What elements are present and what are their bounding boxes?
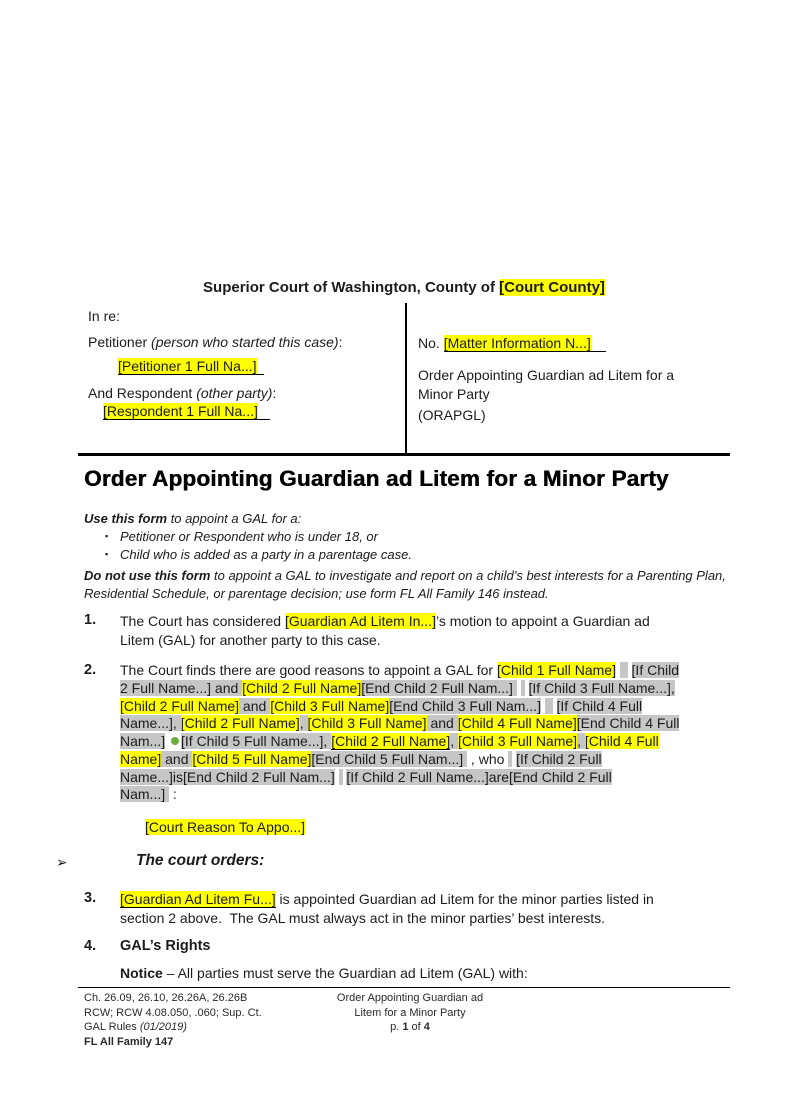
text-line: [285, 991, 535, 1006]
text-line: [120, 890, 740, 909]
text-run: Order Appointing Guardian ad Litem for a: [418, 367, 675, 383]
item-3-number: 3.: [84, 890, 97, 906]
conditional-text: and: [161, 750, 193, 767]
conditional-text: [End Child 3 Full Nam...]: [389, 697, 541, 714]
text-run: In re:: [88, 308, 120, 324]
form-code: [418, 407, 486, 423]
use-this-form-line: [84, 511, 301, 526]
text-run: to appoint a GAL to investigate and report on a child’s best interests for a Parenting Plan,: [210, 568, 726, 583]
petitioner-label: [88, 334, 342, 350]
text-run: Order Appointing Guardian ad: [336, 992, 484, 1004]
conditional-text: [If Child 4 Full: [556, 697, 643, 714]
text-run: Do not use this form: [84, 568, 211, 583]
text-run: Use this form: [84, 511, 168, 526]
merge-field[interactable]: [Child 4 Full: [584, 733, 659, 749]
text-line: [120, 698, 740, 716]
merge-field[interactable]: [Child 2 Full Name]: [120, 697, 240, 714]
merge-field[interactable]: [Child 3 Full Name]: [307, 715, 427, 732]
text-run: [553, 698, 557, 714]
merge-field[interactable]: [Child 2 Full Name]: [242, 679, 362, 696]
conditional-text: [End Child 4 Full: [576, 715, 680, 732]
text-line: [78, 279, 730, 296]
merge-field[interactable]: [Guardian Ad Litem Fu...]: [120, 891, 276, 907]
conditional-text: and: [239, 697, 271, 714]
text-run: :: [338, 334, 343, 350]
text-run: 4: [423, 1021, 430, 1033]
bullet-square-icon: ▪: [105, 549, 109, 559]
text-line: [120, 662, 740, 680]
case-number-field[interactable]: [418, 335, 606, 351]
merge-field[interactable]: Name]: [120, 750, 162, 767]
text-line: [145, 819, 305, 835]
footer-divider: [78, 987, 730, 988]
merge-field[interactable]: [Child 5 Full Name]: [192, 750, 312, 767]
in-re-label: [88, 308, 120, 324]
text-line: [418, 385, 674, 404]
conditional-marker: [620, 662, 628, 678]
text-run: (other party): [196, 385, 273, 401]
court-orders-heading: The court orders:: [136, 852, 265, 869]
text-run: Litem for a Minor Party: [354, 1006, 466, 1019]
text-run: ’s motion to appoint a Guardian ad: [435, 613, 650, 629]
merge-field[interactable]: [Child 3 Full Name]: [270, 697, 390, 714]
text-run: The Court finds there are good reasons to appoint a GAL for: [120, 662, 497, 678]
court-reason-field[interactable]: [145, 819, 305, 835]
item-3-text: [120, 890, 740, 927]
text-run: Residential Schedule, or parentage decision; use form FL All Family 146 instead.: [84, 586, 549, 601]
text-run: Superior Court of Washington, County of: [203, 279, 500, 296]
item-2-number: 2.: [84, 662, 97, 678]
text-line: [418, 335, 606, 351]
text-run: Petitioner or Respondent who is under 18, or: [120, 529, 378, 544]
text-run: [628, 662, 632, 678]
merge-field[interactable]: [Guardian Ad Litem In...]: [284, 613, 436, 629]
respondent-label: [88, 385, 276, 401]
item-2-text: [120, 662, 740, 804]
conditional-text: 2 Full Name...] and: [120, 679, 243, 696]
text-run: (01/2019): [139, 1021, 187, 1033]
merge-field[interactable]: [Child 2 Full Name]: [180, 715, 300, 732]
text-line: [120, 786, 740, 804]
text-line: [120, 680, 740, 698]
court-heading: [78, 279, 730, 296]
text-run: FL All Family 147: [84, 1035, 174, 1048]
item-1-text: [120, 612, 740, 649]
text-line: [88, 308, 120, 324]
conditional-text: Name...]is[End Child 2 Full Nam...]: [120, 768, 335, 785]
text-run: No.: [418, 335, 444, 351]
text-line: [84, 511, 301, 526]
text-run: RCW; RCW 4.08.050, .060; Sup. Ct.: [84, 1006, 262, 1019]
text-run: Litem (GAL) for another party to this case.: [120, 631, 381, 648]
text-run: And Respondent: [88, 385, 197, 401]
conditional-text: Nam...]: [120, 786, 166, 803]
respondent-field[interactable]: [103, 403, 270, 419]
text-line: [120, 529, 378, 544]
underline-extension: [257, 358, 265, 375]
text-run: (ORAPGL): [418, 407, 486, 423]
bullet-square-icon: ▪: [105, 531, 109, 541]
merge-field[interactable]: [Child 1 Full Name]: [496, 662, 616, 678]
text-run: , who: [467, 750, 509, 767]
do-not-use-line: [84, 586, 549, 601]
merge-field[interactable]: [Child 3 Full Name]: [458, 733, 578, 749]
conditional-text: ,: [577, 733, 585, 749]
conditional-text: [If Child: [631, 662, 680, 678]
text-line: [285, 1006, 535, 1021]
do-not-use-line: [84, 568, 726, 583]
text-line: [84, 1035, 354, 1050]
text-run: is appointed Guardian ad Litem for the minor parties listed in: [275, 891, 654, 907]
text-run: Child who is added as a party in a parentage case.: [120, 547, 412, 562]
form-name: [418, 366, 674, 403]
conditional-text: ,: [450, 733, 459, 749]
text-line: [88, 385, 276, 401]
text-run: [525, 680, 529, 696]
conditional-text: [If Child 3 Full Name...],: [528, 679, 675, 696]
text-run: p.: [390, 1021, 403, 1033]
text-line: [84, 586, 549, 601]
merge-field[interactable]: [Child 4 Full Name]: [457, 715, 577, 732]
text-run: Notice: [120, 965, 163, 981]
arrow-bullet-icon: ➢: [56, 854, 68, 870]
item-1-number: 1.: [84, 612, 97, 628]
text-line: [84, 568, 726, 583]
text-run: (person who started this case): [151, 334, 339, 350]
text-run: – All parties must serve the Guardian ad Litem (GAL) with:: [162, 965, 528, 981]
text-line: [120, 733, 740, 751]
text-line: [120, 715, 740, 733]
text-line: [418, 407, 486, 423]
case-caption-table: [78, 303, 730, 456]
conditional-text: and: [426, 715, 458, 732]
merge-field[interactable]: [Respondent 1 Full Na...]: [103, 403, 258, 419]
conditional-text: [If Child 5 Full Name...],: [181, 733, 332, 749]
text-line: [120, 612, 740, 631]
conditional-text: Nam...]: [120, 733, 166, 749]
text-run: section 2 above. The GAL must always act in the minor parties’ best interests.: [120, 909, 606, 926]
text-line: [285, 1020, 535, 1035]
caption-divider: [405, 303, 407, 453]
conditional-text: [End Child 2 Full Nam...]: [361, 679, 513, 696]
underline-extension: [591, 335, 607, 352]
text-line: [120, 547, 412, 562]
merge-field[interactable]: [Matter Information N...]: [443, 335, 591, 351]
text-run: Ch. 26.09, 26.10, 26.26A, 26.26B: [84, 992, 248, 1004]
text-run: of: [408, 1021, 424, 1033]
text-run: :: [169, 786, 177, 803]
merge-field[interactable]: [Child 2 Full Name]: [331, 733, 451, 749]
text-run: 1: [402, 1021, 409, 1033]
text-run: The Court has considered: [120, 613, 285, 629]
bullet-item: [120, 547, 412, 562]
merge-field[interactable]: [Petitioner 1 Full Na...]: [118, 358, 257, 374]
conditional-text: ,: [299, 715, 308, 732]
petitioner-field[interactable]: [118, 358, 264, 374]
text-line: [103, 403, 270, 419]
text-run: :: [272, 385, 277, 401]
merge-field[interactable]: [Court County]: [499, 279, 605, 296]
underline-extension: [258, 403, 270, 420]
conditional-text: Name...],: [120, 715, 181, 732]
text-line: [118, 358, 264, 374]
text-run: to appoint a GAL for a:: [167, 511, 302, 526]
text-line: [120, 751, 740, 769]
green-bullet-icon: [171, 737, 179, 745]
text-line: [120, 631, 740, 650]
text-line: [120, 965, 528, 981]
conditional-text: [If Child 2 Full Name...]are[End Child 2 Full: [346, 768, 612, 785]
conditional-text: [If Child 2 Full: [516, 750, 602, 767]
text-line: [120, 909, 740, 928]
text-line: [120, 769, 740, 787]
merge-field[interactable]: [Court Reason To Appo...]: [145, 819, 306, 835]
footer-form-name: [285, 991, 535, 1035]
form-title: Order Appointing Guardian ad Litem for a Minor Party: [84, 466, 669, 491]
bullet-item: [120, 529, 378, 544]
text-line: [88, 334, 342, 350]
text-run: [165, 733, 169, 749]
notice-line: [120, 965, 528, 981]
text-run: GAL Rules: [84, 1021, 140, 1033]
conditional-text: [End Child 5 Full Nam...]: [311, 750, 464, 767]
item-4-number: 4.: [84, 938, 97, 954]
text-run: Minor Party: [418, 385, 490, 402]
gal-rights-heading: GAL’s Rights: [120, 938, 211, 954]
text-line: [418, 366, 674, 385]
conditional-marker: [545, 698, 553, 714]
text-run: Petitioner: [88, 334, 152, 350]
